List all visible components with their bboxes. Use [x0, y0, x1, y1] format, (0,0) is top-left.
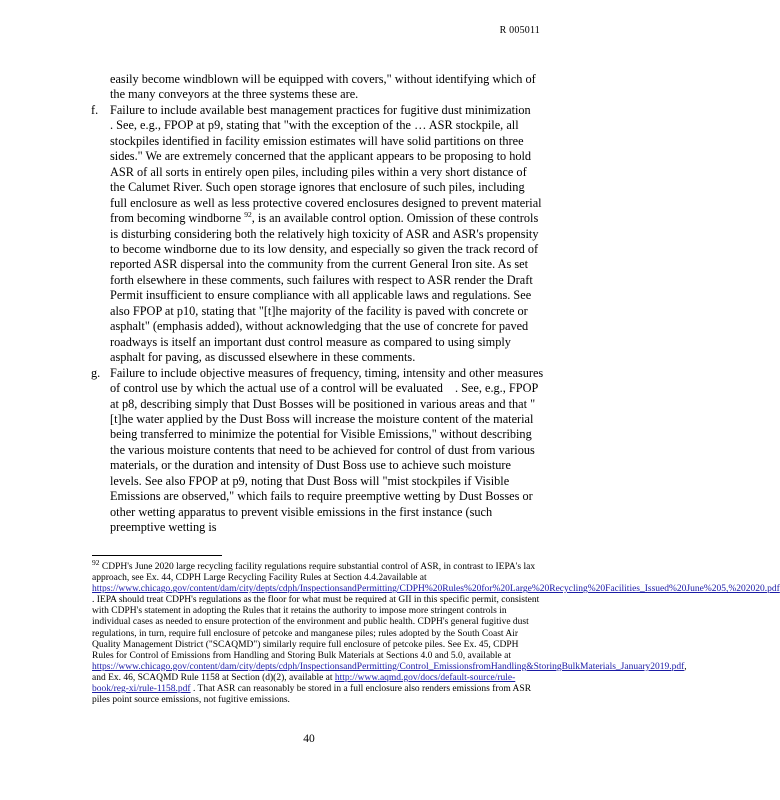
footnote-number: 92	[92, 557, 100, 567]
body-text	[91, 72, 544, 536]
footnote-reference[interactable]: 92	[244, 209, 252, 219]
list-marker: g.	[91, 365, 101, 380]
footnote-separator	[92, 555, 222, 556]
footnote-link-scaqmd-rule-1158[interactable]: http://www.aqmd.gov/docs/default-source/rule-book/reg-xi/rule-1158.pdf	[92, 672, 516, 695]
list-item-g	[91, 365, 544, 536]
item-body: See, e.g., FPOP at p9, stating that "with the exception of the … ASR stockpile, all stockpiles identified in facility emission estimates will have solid partitions on three sides." We are extremely concerned that the applicant appears to be proposing to hold ASR of all sorts in entirely open piles, including piles within a very short distance of the Calumet River. Such open storage ignores that enclosure of such piles, including full enclosure as well as less protective covered enclosures designed to prevent material from becoming windborne	[110, 118, 542, 226]
footnote-seg-2: . IEPA should treat CDPH's regulations as the floor for what must be required at GII in this specific permit, consistent with CDPH's statement in adopting the Rules that it retains the authority to impose more stringent controls in individual cases as needed to ensure protection of the environment and public health. CDPH's general fugitive dust regulations, in turn, require full enclosure of petcoke and manganese piles; rules adopted by the South Coast Air Quality Management District ("SCAQMD") similarly require full enclosure of petcoke piles. See Ex. 45, CDPH Rules for Control of Emissions from Handling and Storing Bulk Materials at Sections 4.0 and 5.0, available at	[92, 595, 540, 661]
list-item-f	[91, 102, 544, 366]
item-heading-period: .	[110, 118, 114, 133]
bates-number: R 005011	[499, 25, 540, 36]
page-number: 40	[303, 733, 315, 745]
item-body: See, e.g., FPOP at p8, describing simply that Dust Bosses will be positioned in various areas and that " [t]he water applied by the Dust Boss will increase the moisture content of the material being transferred to minimize the potential for Visible Emissions," without describing the various moisture contents that need to be achieved for control of dust from various materials, or the duration and intensity of Dust Boss use to achieve such moisture levels. See also FPOP at p9, noting that Dust Boss will "mist stockpiles if Visible Emissions are observed," which fails to require preemptive wetting by Dust Bosses or other wetting apparatus to prevent visible emissions in the first instance (such preemptive wetting is	[110, 381, 538, 535]
carryover-paragraph: easily become windblown will be equipped with covers," without identifying which of the many conveyors at the three systems these are.	[110, 72, 536, 102]
footnote-link-cdph-large-recycling[interactable]: https://www.chicago.gov/content/dam/city/depts/cdph/InspectionsandPermitting/CDPH%20Rules%20for%20Large%20Recycling%20Facilities_Issued%20June%205,%202020.pdf	[92, 584, 780, 595]
footnote-seg-0: CDPH's June 2020 large recycling facility regulations require substantial control of ASR, in contrast to IEPA's lax approach, see Ex. 44, CDPH Large Recycling Facility Rules at Section 4.4.2available at	[92, 562, 536, 584]
footnote-seg-4: , and Ex. 46, SCAQMD Rule 1158 at Section (d)(2), available at	[92, 661, 687, 683]
footnote-link-cdph-bulk-materials[interactable]: https://www.chicago.gov/content/dam/city/depts/cdph/InspectionsandPermitting/Control_EmissionsfromHandling&StoringBulkMaterials_January2019.pdf	[92, 661, 685, 672]
footnote-92	[92, 557, 780, 706]
list-marker: f.	[91, 102, 99, 117]
item-body-continued: , is an available control option. Omission of these controls is disturbing considering both the relatively high toxicity of ASR and ASR's propensity to become windborne due to its low density, and especially so given the track record of reported ASR dispersal into the community from the current General Iron site. As set forth elsewhere in these comments, such failures with respect to ASR render the Draft Permit insufficient to ensure compliance with all applicable laws and regulations. See also FPOP at p10, stating that "[t]he majority of the facility is paved with concrete or asphalt" (emphasis added), without acknowledging that the use of concrete for paved roadways is itself an important dust control measure as compared to using simply asphalt for paving, as discussed elsewhere in these comments.	[110, 211, 539, 365]
item-heading-period: .	[454, 381, 459, 396]
footnote-seg-6: . That ASR can reasonably be stored in a full enclosure also renders emissions from ASR piles point source emissions, not fugitive emissions.	[92, 684, 532, 706]
item-heading: Failure to include objective measures of frequency, timing, intensity and other measures of control use by which the actual use of a control will be evaluated	[110, 365, 544, 396]
item-heading: Failure to include available best management practices for fugitive dust minimization	[110, 102, 531, 117]
